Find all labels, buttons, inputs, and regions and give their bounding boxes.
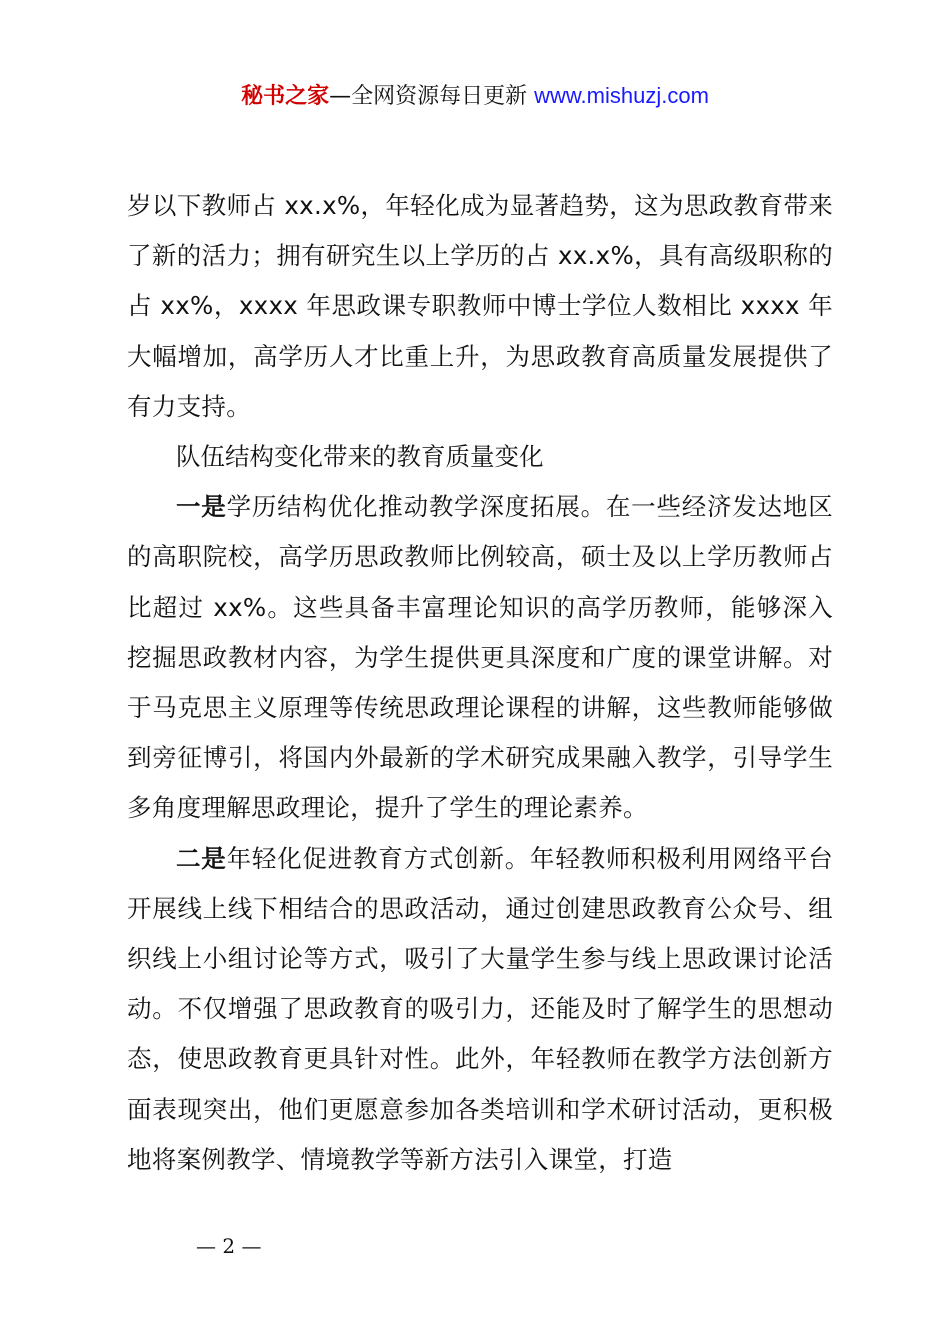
point-two-text: 年轻化促进教育方式创新。年轻教师积极利用网络平台开展线上线下相结合的思政活动，通过创建思政教育公众号、组织线上小组讨论等方式，吸引了大量学生参与线上思政课讨论活动。不仅增强了思政教育的吸引力，还能及时了解学生的思想动态，使思政教育更具针对性。此外，年轻教师在教学方法创新方面表现突出，他们更愿意参加各类培训和学术研讨活动，更积极地将案例教学、情境教学等新方法引入课堂，打造	[127, 843, 833, 1174]
point-one-text: 学历结构优化推动教学深度拓展。在一些经济发达地区的高职院校，高学历思政教师比例较高，硕士及以上学历教师占比超过 xx%。这些具备丰富理论知识的高学历教师，能够深入挖掘思政教材内容，为学生提供更具深度和广度的课堂讲解。对于马克思主义原理等传统思政理论课程的讲解，这些教师能够做到旁征博引，将国内外最新的学术研究成果融入教学，引导学生多角度理解思政理论，提升了学生的理论素养。	[127, 492, 833, 823]
brand-name: 秘书之家	[241, 84, 330, 109]
header-url[interactable]: www.mishuzj.com	[534, 83, 709, 108]
paragraph-continued: 岁以下教师占 xx.x%，年轻化成为显著趋势，这为思政教育带来了新的活力；拥有研究生以上学历的占 xx.x%，具有高级职称的占 xx%，xxxx 年思政课专职教师中博士学位人数相比 xxxx 年大幅增加，高学历人才比重上升，为思政教育高质量发展提供了有力支持。	[127, 191, 833, 421]
paragraph-point-one	[127, 482, 833, 833]
document-body	[127, 181, 833, 1185]
point-two-lead: 二是	[176, 843, 227, 873]
section-heading: 队伍结构变化带来的教育质量变化	[176, 442, 544, 472]
page-header	[0, 82, 950, 111]
point-one-lead: 一是	[176, 492, 227, 522]
header-tagline: —全网资源每日更新	[329, 84, 535, 109]
paragraph-point-two	[127, 834, 833, 1185]
page-number: — 2 —	[196, 1234, 262, 1258]
